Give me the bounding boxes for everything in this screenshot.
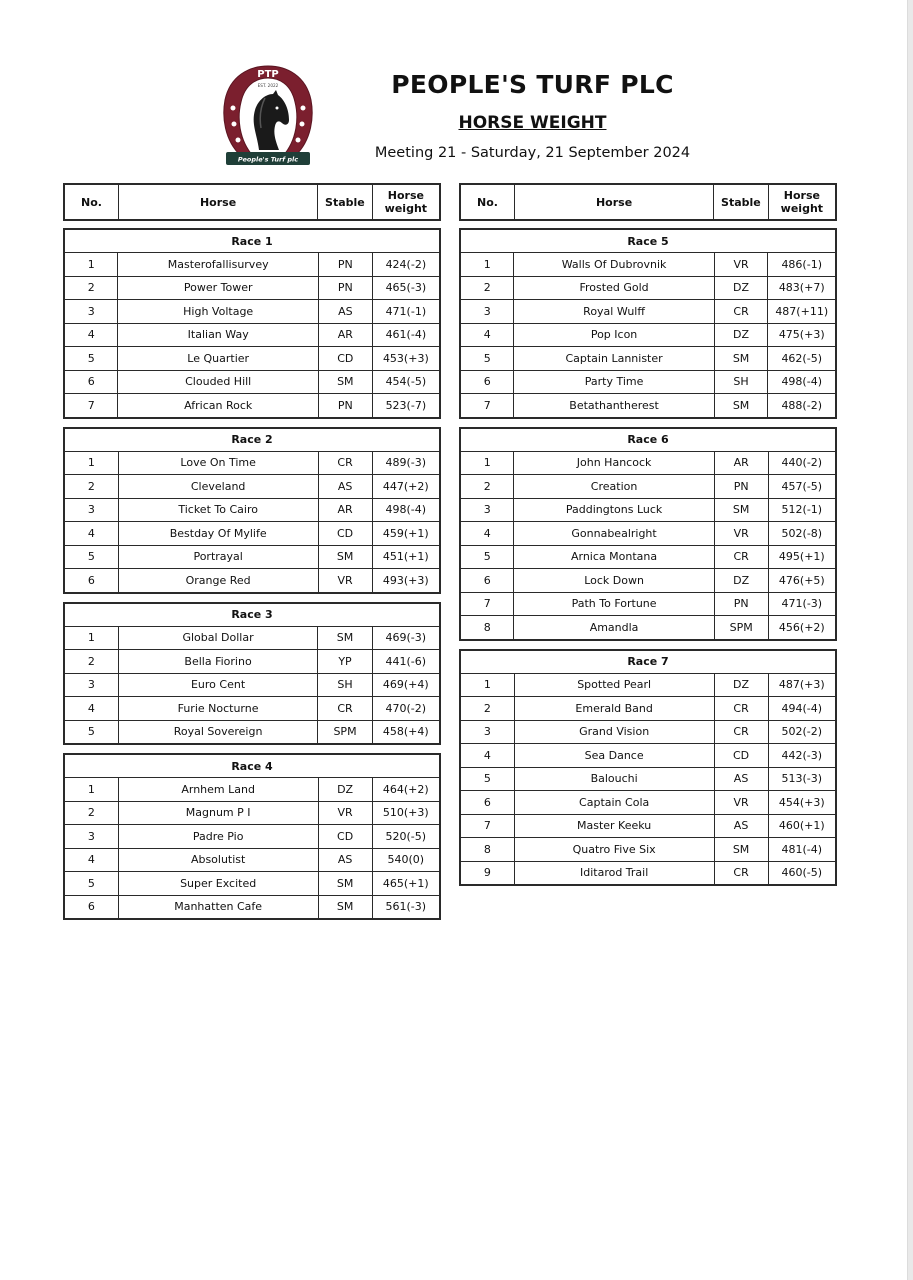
horse-weight: 460(+1): [768, 814, 836, 838]
runner-number: 5: [460, 767, 514, 791]
runner-number: 1: [64, 253, 118, 277]
horse-name: Path To Fortune: [514, 592, 714, 616]
race-title: Race 7: [460, 650, 836, 674]
stable-code: SH: [318, 673, 372, 697]
stable-code: CD: [318, 522, 372, 546]
race-table: [459, 427, 837, 641]
stable-code: AS: [714, 814, 768, 838]
table-row: [460, 522, 836, 546]
runner-number: 3: [460, 720, 514, 744]
horse-name: Grand Vision: [514, 720, 714, 744]
horse-name: Captain Cola: [514, 791, 714, 815]
table-row: [64, 394, 440, 418]
table-row: [460, 592, 836, 616]
stable-code: CD: [318, 347, 372, 371]
runner-number: 3: [460, 300, 514, 324]
stable-code: SM: [714, 347, 768, 371]
horse-weight: 512(-1): [768, 498, 836, 522]
runner-number: 1: [64, 451, 118, 475]
horse-weight: 454(-5): [372, 370, 440, 394]
horse-weight: 481(-4): [768, 838, 836, 862]
horse-name: Global Dollar: [118, 626, 318, 650]
horse-weight: 493(+3): [372, 569, 440, 593]
column-header-stable: Stable: [714, 184, 769, 220]
table-row: [460, 720, 836, 744]
stable-code: CR: [714, 545, 768, 569]
stable-code: AR: [714, 451, 768, 475]
runner-number: 5: [64, 347, 118, 371]
runner-number: 2: [64, 801, 118, 825]
runner-number: 6: [460, 791, 514, 815]
horse-weight: 453(+3): [372, 347, 440, 371]
horse-weight: 454(+3): [768, 791, 836, 815]
stable-code: SH: [714, 370, 768, 394]
table-row: [64, 720, 440, 744]
runner-number: 6: [64, 370, 118, 394]
horse-weight: 486(-1): [768, 253, 836, 277]
logo-initials: PTP: [257, 69, 279, 80]
horse-weight: 502(-8): [768, 522, 836, 546]
runner-number: 4: [460, 522, 514, 546]
runner-number: 6: [460, 370, 514, 394]
horse-name: Pop Icon: [514, 323, 714, 347]
horse-weight: 489(-3): [372, 451, 440, 475]
horse-name: Paddingtons Luck: [514, 498, 714, 522]
horse-weight: 461(-4): [372, 323, 440, 347]
horse-name: Captain Lannister: [514, 347, 714, 371]
runner-number: 4: [64, 697, 118, 721]
column-header-table: [63, 183, 441, 221]
horse-weight: 513(-3): [768, 767, 836, 791]
table-row: [460, 861, 836, 885]
runner-number: 1: [460, 451, 514, 475]
column-header-weight: Horse weight: [384, 189, 428, 215]
horse-weight: 476(+5): [768, 569, 836, 593]
horse-weight: 520(-5): [372, 825, 440, 849]
stable-code: VR: [714, 253, 768, 277]
horse-name: Manhatten Cafe: [118, 895, 318, 919]
stable-code: VR: [714, 522, 768, 546]
stable-code: CD: [318, 825, 372, 849]
runner-number: 5: [64, 872, 118, 896]
race-title: Race 3: [64, 603, 440, 627]
horse-weight: 487(+11): [768, 300, 836, 324]
horse-weight: 483(+7): [768, 276, 836, 300]
table-row: [64, 498, 440, 522]
table-row: [460, 498, 836, 522]
table-row: [64, 872, 440, 896]
table-row: [64, 545, 440, 569]
horse-weight: 523(-7): [372, 394, 440, 418]
stable-code: DZ: [714, 323, 768, 347]
stable-code: CR: [714, 697, 768, 721]
horse-name: Super Excited: [118, 872, 318, 896]
horse-weight: 459(+1): [372, 522, 440, 546]
stable-code: VR: [318, 801, 372, 825]
table-row: [64, 569, 440, 593]
horse-name: Creation: [514, 475, 714, 499]
table-row: [460, 814, 836, 838]
race-title: Race 4: [64, 754, 440, 778]
horse-name: Portrayal: [118, 545, 318, 569]
horse-weight: 465(+1): [372, 872, 440, 896]
horse-weight: 510(+3): [372, 801, 440, 825]
table-row: [460, 673, 836, 697]
runner-number: 5: [64, 720, 118, 744]
runner-number: 3: [64, 825, 118, 849]
horse-name: Padre Pio: [118, 825, 318, 849]
horse-name: Sea Dance: [514, 744, 714, 768]
stable-code: AS: [318, 300, 372, 324]
table-row: [460, 347, 836, 371]
horse-weight: 442(-3): [768, 744, 836, 768]
runner-number: 4: [460, 323, 514, 347]
horse-head-icon: [254, 90, 289, 150]
horse-name: Arnhem Land: [118, 778, 318, 802]
table-row: [460, 451, 836, 475]
horse-name: John Hancock: [514, 451, 714, 475]
runner-number: 1: [64, 778, 118, 802]
race-title: Race 6: [460, 428, 836, 452]
logo-banner: People's Turf plc: [237, 155, 299, 164]
logo-est: EST. 2022: [257, 83, 279, 88]
stable-code: CD: [714, 744, 768, 768]
table-row: [64, 475, 440, 499]
table-row: [460, 276, 836, 300]
table-row: [64, 323, 440, 347]
race-title: Race 2: [64, 428, 440, 452]
horse-weight: 561(-3): [372, 895, 440, 919]
horse-weight: 451(+1): [372, 545, 440, 569]
stable-code: SM: [714, 838, 768, 862]
horse-weight: 460(-5): [768, 861, 836, 885]
horse-name: Le Quartier: [118, 347, 319, 371]
stable-code: AR: [318, 323, 372, 347]
table-row: [64, 626, 440, 650]
horse-weight: 494(-4): [768, 697, 836, 721]
horse-weight: 464(+2): [372, 778, 440, 802]
horse-name: Ticket To Cairo: [118, 498, 318, 522]
horse-weight: 475(+3): [768, 323, 836, 347]
race-table: [63, 427, 441, 594]
stable-code: PN: [318, 253, 372, 277]
table-row: [64, 522, 440, 546]
table-row: [460, 767, 836, 791]
table-row: [460, 744, 836, 768]
column-header-horse: Horse: [515, 184, 714, 220]
table-row: [64, 370, 440, 394]
race-table: [459, 228, 837, 419]
stable-code: SPM: [318, 720, 372, 744]
runner-number: 8: [460, 616, 514, 640]
column-header-no: No.: [460, 184, 515, 220]
horse-name: Lock Down: [514, 569, 714, 593]
horse-name: Absolutist: [118, 848, 318, 872]
table-row: [460, 838, 836, 862]
runner-number: 3: [460, 498, 514, 522]
stable-code: PN: [318, 394, 372, 418]
runner-number: 6: [64, 569, 118, 593]
horse-weight: 495(+1): [768, 545, 836, 569]
race-table: [459, 649, 837, 887]
horse-weight: 457(-5): [768, 475, 836, 499]
horse-name: Italian Way: [118, 323, 319, 347]
horse-weight: 469(-3): [372, 626, 440, 650]
race-title: Race 1: [64, 229, 440, 253]
horse-weight: 456(+2): [768, 616, 836, 640]
stable-code: DZ: [714, 569, 768, 593]
table-row: [64, 451, 440, 475]
horse-name: Power Tower: [118, 276, 319, 300]
stable-code: SM: [714, 498, 768, 522]
stable-code: CR: [318, 451, 372, 475]
stable-code: DZ: [714, 276, 768, 300]
horse-name: Balouchi: [514, 767, 714, 791]
column-header-weight: Horse weight: [780, 189, 824, 215]
stable-code: SM: [318, 370, 372, 394]
runner-number: 8: [460, 838, 514, 862]
runner-number: 1: [460, 673, 514, 697]
runner-number: 5: [460, 347, 514, 371]
horse-weight: 465(-3): [372, 276, 440, 300]
horse-name: Spotted Pearl: [514, 673, 714, 697]
table-row: [460, 300, 836, 324]
runner-number: 7: [460, 814, 514, 838]
runner-number: 4: [460, 744, 514, 768]
table-row: [460, 616, 836, 640]
horse-weight: 440(-2): [768, 451, 836, 475]
stable-code: AS: [318, 848, 372, 872]
horse-weight: 498(-4): [372, 498, 440, 522]
horse-name: Masterofallisurvey: [118, 253, 319, 277]
stable-code: AR: [318, 498, 372, 522]
stable-code: DZ: [714, 673, 768, 697]
runner-number: 3: [64, 498, 118, 522]
horse-name: African Rock: [118, 394, 319, 418]
race-table: [63, 228, 441, 419]
stable-code: VR: [318, 569, 372, 593]
horse-weight: 470(-2): [372, 697, 440, 721]
table-row: [64, 650, 440, 674]
stable-code: SM: [318, 872, 372, 896]
runner-number: 2: [64, 276, 118, 300]
stable-code: YP: [318, 650, 372, 674]
stable-code: SM: [318, 545, 372, 569]
table-row: [460, 697, 836, 721]
table-row: [460, 545, 836, 569]
race-title: Race 5: [460, 229, 836, 253]
table-row: [64, 276, 440, 300]
right-column: [459, 183, 837, 894]
horse-name: High Voltage: [118, 300, 319, 324]
horse-name: Euro Cent: [118, 673, 318, 697]
runner-number: 7: [64, 394, 118, 418]
table-row: [64, 778, 440, 802]
horse-name: Royal Sovereign: [118, 720, 318, 744]
table-row: [460, 569, 836, 593]
runner-number: 6: [460, 569, 514, 593]
column-header-no: No.: [64, 184, 119, 220]
runner-number: 2: [64, 475, 118, 499]
document-subtitle: HORSE WEIGHT: [458, 113, 607, 133]
stable-code: SPM: [714, 616, 768, 640]
horse-name: Furie Nocturne: [118, 697, 318, 721]
runner-number: 1: [460, 253, 514, 277]
column-header-stable: Stable: [318, 184, 373, 220]
table-row: [64, 697, 440, 721]
horse-name: Master Keeku: [514, 814, 714, 838]
horse-name: Clouded Hill: [118, 370, 319, 394]
table-row: [64, 801, 440, 825]
column-header-horse: Horse: [119, 184, 318, 220]
runner-number: 7: [460, 592, 514, 616]
horse-name: Gonnabealright: [514, 522, 714, 546]
runner-number: 2: [460, 475, 514, 499]
stable-code: AS: [714, 767, 768, 791]
table-row: [460, 253, 836, 277]
horse-weight: 441(-6): [372, 650, 440, 674]
horse-weight: 498(-4): [768, 370, 836, 394]
left-column: [63, 183, 441, 928]
runner-number: 9: [460, 861, 514, 885]
table-row: [64, 673, 440, 697]
stable-code: CR: [714, 861, 768, 885]
horse-name: Magnum P I: [118, 801, 318, 825]
horse-name: Arnica Montana: [514, 545, 714, 569]
horse-name: Bella Fiorino: [118, 650, 318, 674]
race-table: [63, 753, 441, 920]
stable-code: SM: [318, 626, 372, 650]
horse-name: Emerald Band: [514, 697, 714, 721]
runner-number: 4: [64, 323, 118, 347]
stable-code: CR: [714, 720, 768, 744]
horse-weight: 424(-2): [372, 253, 440, 277]
horse-name: Love On Time: [118, 451, 318, 475]
table-row: [64, 347, 440, 371]
runner-number: 4: [64, 848, 118, 872]
table-row: [64, 253, 440, 277]
runner-number: 4: [64, 522, 118, 546]
ptp-logo: [221, 64, 315, 170]
race-table: [63, 602, 441, 746]
page-edge: [907, 0, 913, 1280]
runner-number: 3: [64, 300, 118, 324]
runner-number: 1: [64, 626, 118, 650]
runner-number: 2: [64, 650, 118, 674]
table-row: [64, 848, 440, 872]
column-header-table: [459, 183, 837, 221]
table-row: [64, 895, 440, 919]
horse-weight: 540(0): [372, 848, 440, 872]
horse-weight: 471(-1): [372, 300, 440, 324]
runner-number: 5: [460, 545, 514, 569]
stable-code: CR: [714, 300, 768, 324]
runner-number: 6: [64, 895, 118, 919]
horse-weight: 502(-2): [768, 720, 836, 744]
runner-number: 7: [460, 394, 514, 418]
horse-name: Amandla: [514, 616, 714, 640]
table-row: [460, 394, 836, 418]
stable-code: VR: [714, 791, 768, 815]
meeting-info: Meeting 21 - Saturday, 21 September 2024: [374, 145, 691, 161]
table-row: [64, 825, 440, 849]
runner-number: 2: [460, 697, 514, 721]
table-row: [460, 323, 836, 347]
horse-name: Bestday Of Mylife: [118, 522, 318, 546]
company-title: PEOPLE'S TURF PLC: [391, 70, 674, 99]
runner-number: 5: [64, 545, 118, 569]
horse-weight: 488(-2): [768, 394, 836, 418]
table-row: [460, 370, 836, 394]
horse-name: Party Time: [514, 370, 714, 394]
horse-weight: 471(-3): [768, 592, 836, 616]
horse-weight: 487(+3): [768, 673, 836, 697]
table-row: [460, 791, 836, 815]
horse-name: Royal Wulff: [514, 300, 714, 324]
horse-weight: 447(+2): [372, 475, 440, 499]
stable-code: SM: [714, 394, 768, 418]
horse-name: Iditarod Trail: [514, 861, 714, 885]
stable-code: PN: [714, 475, 768, 499]
horse-name: Walls Of Dubrovnik: [514, 253, 714, 277]
horse-name: Betathantherest: [514, 394, 714, 418]
horse-weight: 458(+4): [372, 720, 440, 744]
horse-weight: 462(-5): [768, 347, 836, 371]
horse-name: Quatro Five Six: [514, 838, 714, 862]
runner-number: 3: [64, 673, 118, 697]
stable-code: SM: [318, 895, 372, 919]
runner-number: 2: [460, 276, 514, 300]
stable-code: CR: [318, 697, 372, 721]
stable-code: DZ: [318, 778, 372, 802]
stable-code: PN: [318, 276, 372, 300]
horse-weight: 469(+4): [372, 673, 440, 697]
stable-code: AS: [318, 475, 372, 499]
horse-name: Cleveland: [118, 475, 318, 499]
table-row: [64, 300, 440, 324]
stable-code: PN: [714, 592, 768, 616]
horse-name: Orange Red: [118, 569, 318, 593]
table-row: [460, 475, 836, 499]
horse-name: Frosted Gold: [514, 276, 714, 300]
